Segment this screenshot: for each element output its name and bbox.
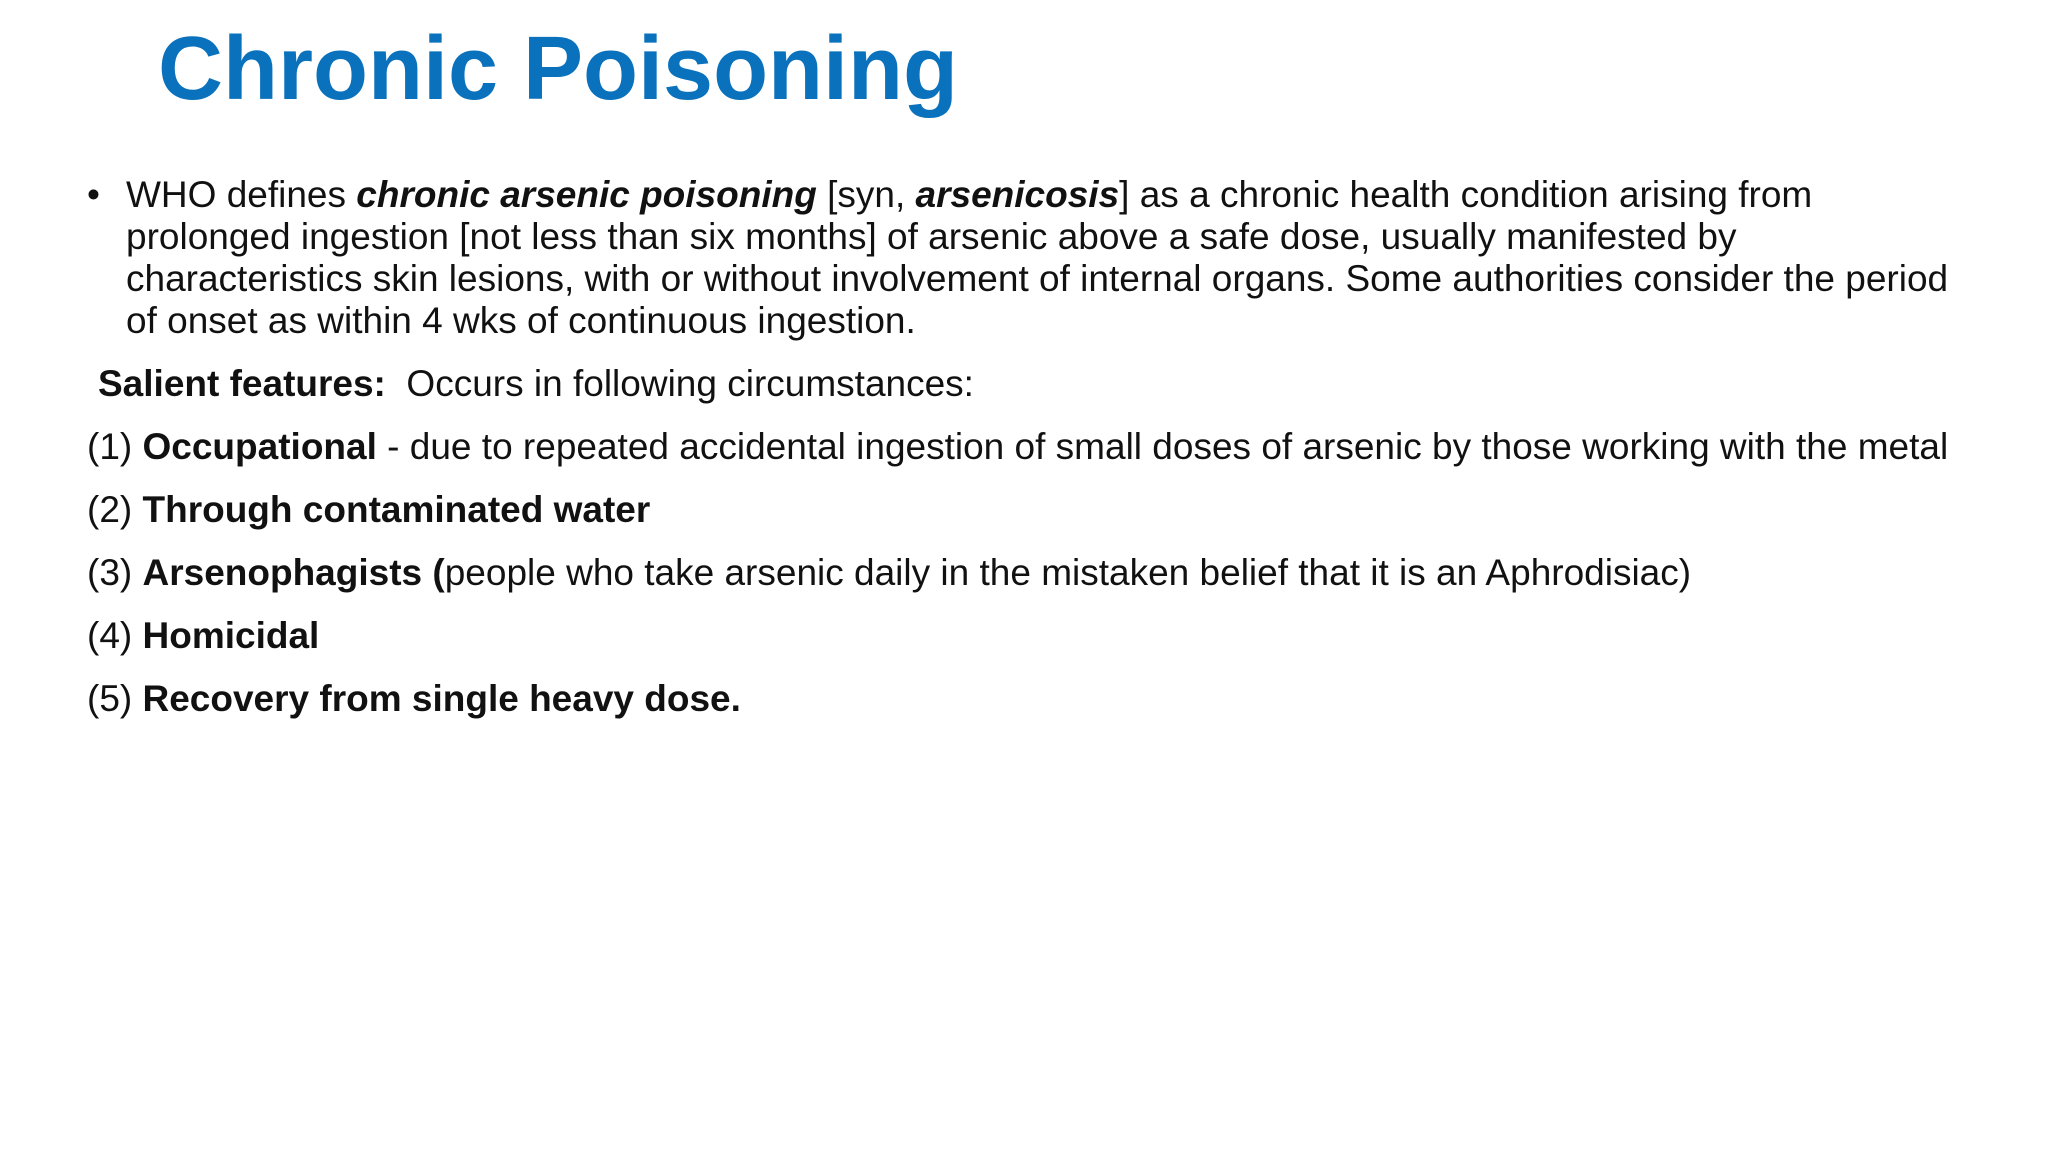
salient-text: Occurs in following circumstances: <box>385 363 974 404</box>
definition-text-3: ] as a chronic health condition arising from prolonged ingestion [not less than six months] of arsenic above a safe dose, usually manifested by characteristics skin lesions, with or without involvement of internal organs. Some authorities consider the period of onset as within 4 wks of continuous ingestion. <box>126 174 1949 341</box>
list-item-text: people who take arsenic daily in the mistaken belief that it is an Aphrodisiac) <box>444 552 1692 593</box>
list-item-heading: Homicidal <box>142 615 320 656</box>
bullet-marker: • <box>87 174 100 215</box>
list-item-number: (4) <box>87 615 143 656</box>
definition-bullet <box>87 174 1967 342</box>
slide-body <box>87 174 1967 741</box>
list-item-text: - due to repeated accidental ingestion of small doses of arsenic by those working with the metal <box>376 426 1949 467</box>
list-item-5 <box>87 678 1967 720</box>
list-item-heading: Occupational <box>142 426 377 467</box>
definition-text-2: [syn, <box>816 174 916 215</box>
list-item-heading: Arsenophagists ( <box>142 552 445 593</box>
list-item-heading: Through contaminated water <box>142 489 651 530</box>
salient-label: Salient features: <box>98 363 386 404</box>
salient-features <box>87 363 1967 405</box>
list-item-number: (1) <box>87 426 143 467</box>
list-item-1 <box>87 426 1967 468</box>
definition-term-1: chronic arsenic poisoning <box>356 174 817 215</box>
list-item-number: (3) <box>87 552 143 593</box>
list-item-number: (2) <box>87 489 143 530</box>
list-item-number: (5) <box>87 678 143 719</box>
slide-title: Chronic Poisoning <box>158 19 958 119</box>
list-item-4 <box>87 615 1967 657</box>
definition-term-2: arsenicosis <box>915 174 1120 215</box>
list-item-heading: Recovery from single heavy dose. <box>142 678 741 719</box>
definition-text-1: WHO defines <box>126 174 357 215</box>
list-item-3 <box>87 552 1967 594</box>
list-item-2 <box>87 489 1967 531</box>
